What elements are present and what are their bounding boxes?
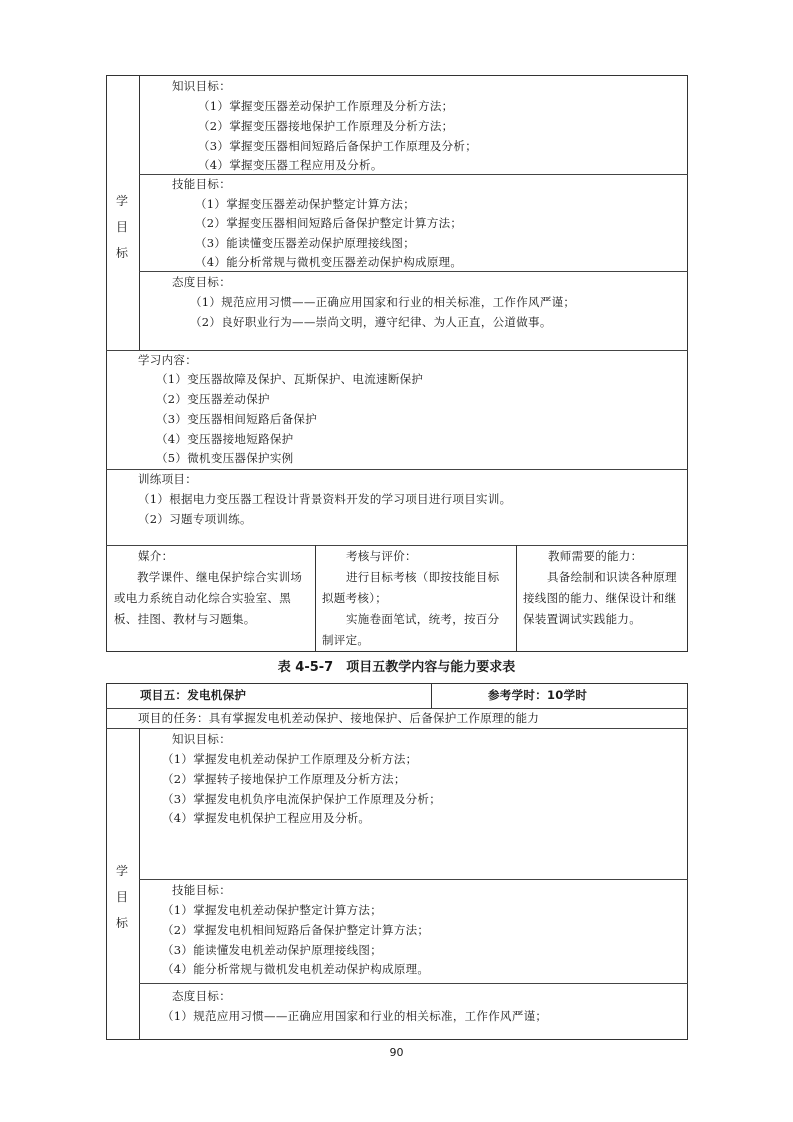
table-2-rule-skills-attitude: [139, 983, 688, 984]
training-item: （1）根据电力变压器工程设计背景资料开发的学习项目进行项目实训。: [138, 492, 512, 506]
attitude-heading: 态度目标：: [172, 989, 231, 1003]
knowledge-item: （4）掌握变压器工程应用及分析。: [198, 158, 383, 172]
table-1-col-divider-2: [516, 545, 517, 652]
table-1-goals-divider: [139, 75, 140, 350]
knowledge-item: （3）掌握发电机负序电流保护保护工作原理及分析；: [162, 792, 442, 806]
table-2-goals-divider: [139, 728, 140, 1040]
content-item: （4）变压器接地短路保护: [156, 432, 294, 446]
teacher-body: 具备绘制和识读各种原理接线图的能力、继保设计和继保装置调试实践能力。: [523, 570, 677, 626]
assessment-para-1: 进行目标考核（即按技能目标拟题考核）；: [322, 570, 500, 605]
goals-label-char: 标: [115, 246, 128, 260]
skills-item: （3）能读懂变压器差动保护原理接线图；: [195, 236, 416, 250]
reference-hours: 参考学时：10学时: [488, 688, 588, 702]
skills-item: （3）能读懂发电机差动保护原理接线图；: [162, 943, 383, 957]
page-number: 90: [389, 1046, 404, 1059]
content-item: （3）变压器相间短路后备保护: [156, 412, 318, 426]
goals-label: [115, 858, 129, 936]
knowledge-item: （4）掌握发电机保护工程应用及分析。: [162, 811, 371, 825]
training-item: （2）习题专项训练。: [138, 512, 252, 526]
skills-item: （4）能分析常规与微机变压器差动保护构成原理。: [195, 255, 463, 269]
goals-label-char: 学: [115, 194, 128, 208]
attitude-item: （1）规范应用习惯——正确应用国家和行业的相关标准，工作作风严谨；: [162, 1009, 548, 1023]
attitude-item: （1）规范应用习惯——正确应用国家和行业的相关标准，工作作风严谨；: [190, 295, 576, 309]
table-2-caption: 表 4-5-7 项目五教学内容与能力要求表: [277, 660, 516, 675]
skills-item: （1）掌握发电机差动保护整定计算方法；: [162, 903, 383, 917]
skills-item: （2）掌握变压器相间短路后备保护整定计算方法；: [195, 216, 463, 230]
assessment-para-2: 实施卷面笔试，统考，按百分制评定。: [322, 612, 500, 647]
knowledge-item: （2）掌握变压器接地保护工作原理及分析方法；: [198, 119, 454, 133]
table-1-col-divider-1: [315, 545, 316, 652]
training-heading: 训练项目：: [138, 472, 197, 486]
assessment-heading: 考核与评价：: [346, 549, 417, 563]
skills-item: （4）能分析常规与微机发电机差动保护构成原理。: [162, 962, 430, 976]
skills-heading: 技能目标：: [172, 883, 231, 897]
skills-heading: 技能目标：: [172, 177, 231, 191]
goals-label-char: 目: [115, 220, 128, 234]
media-heading: 媒介：: [138, 549, 174, 563]
skills-item: （1）掌握变压器差动保护整定计算方法；: [195, 197, 416, 211]
project-title: 项目五：发电机保护: [140, 688, 247, 702]
knowledge-item: （1）掌握变压器差动保护工作原理及分析方法；: [198, 99, 454, 113]
knowledge-item: （3）掌握变压器相间短路后备保护工作原理及分析；: [198, 139, 478, 153]
knowledge-item: （2）掌握转子接地保护工作原理及分析方法；: [162, 772, 406, 786]
knowledge-item: （1）掌握发电机差动保护工作原理及分析方法；: [162, 752, 418, 766]
attitude-item: （2）良好职业行为——崇尚文明，遵守纪律、为人正直，公道做事。: [190, 315, 552, 329]
goals-label-char: 标: [115, 916, 128, 930]
skills-item: （2）掌握发电机相间短路后备保护整定计算方法；: [162, 923, 430, 937]
attitude-heading: 态度目标：: [172, 275, 231, 289]
knowledge-heading: 知识目标：: [172, 732, 231, 746]
content-heading: 学习内容：: [138, 353, 197, 367]
table-2-header-divider: [431, 683, 432, 708]
content-item: （2）变压器差动保护: [156, 392, 270, 406]
goals-label-char: 学: [115, 864, 128, 878]
knowledge-heading: 知识目标：: [172, 79, 231, 93]
goals-label-char: 目: [115, 890, 128, 904]
media-body: 教学课件、继电保护综合实训场或电力系统自动化综合实验室、黑板、挂图、教材与习题集。: [114, 570, 303, 626]
goals-label: [115, 188, 129, 266]
content-item: （5）微机变压器保护实例: [156, 451, 294, 465]
project-task: 项目的任务：具有掌握发电机差动保护、接地保护、后备保护工作原理的能力: [138, 711, 540, 725]
content-item: （1）变压器故障及保护、瓦斯保护、电流速断保护: [156, 372, 424, 386]
teacher-heading: 教师需要的能力：: [548, 549, 643, 563]
